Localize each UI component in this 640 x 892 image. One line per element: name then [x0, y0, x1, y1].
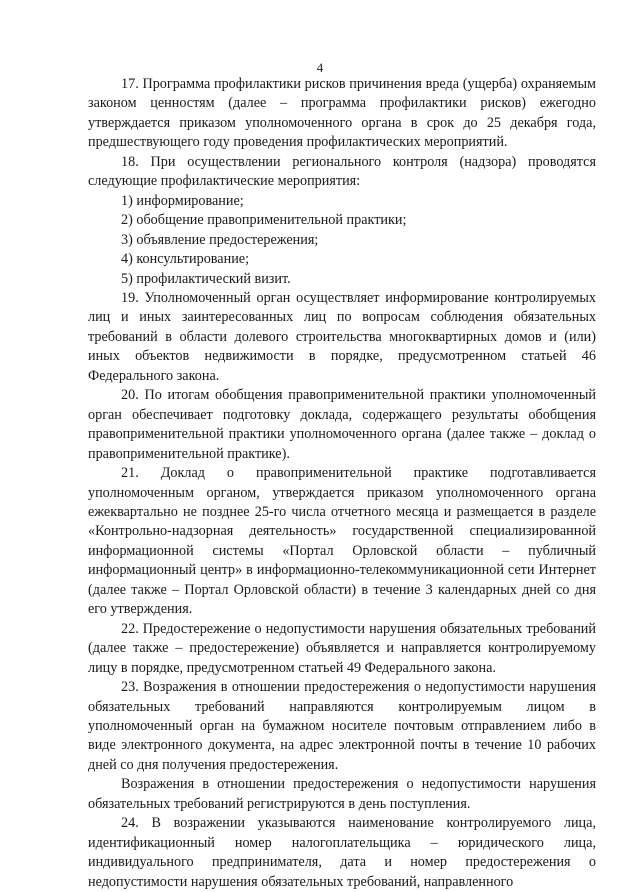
page-number: 4	[316, 60, 324, 75]
list-item-informing: 1) информирование;	[121, 192, 244, 209]
paragraph-20: 20. По итогам обобщения правоприменительной практики уполномоченный орган обеспечивает подготовку доклада, содержащего результаты обобщения правоприменительной практики уполномоченного органа (далее также – доклад о правоприменительной практике).	[88, 387, 596, 462]
paragraph-23: 23. Возражения в отношении предостережения о недопустимости нарушения обязательных требований направляются контролируемым лицом в уполномоченный орган на бумажном носителе почтовым отправлением либо в виде электронного документа, на адрес электронной почты в течение 10 рабочих дней со дня получения предостережения.	[88, 679, 596, 773]
paragraph-17: 17. Программа профилактики рисков причинения вреда (ущерба) охраняемым законом ценностям (далее – программа профилактики рисков) ежегодно утверждается приказом уполномоченного органа в срок до 25 декабря года, предшествующего году проведения профилактических мероприятий.	[88, 76, 596, 151]
paragraph-21: 21. Доклад о правоприменительной практике подготавливается уполномоченным органом, утверждается приказом уполномоченного органа ежеквартально не позднее 25-го числа отчетного месяца и размещается в разделе «Контрольно-надзорная деятельность» государственной специализированной информационной системы «Портал Орловской области – публичный информационный центр» в информационно-телекоммуникационной сети Интернет (далее также – Портал Орловской области) в течение 3 календарных дней со дня его утверждения.	[88, 465, 596, 618]
list-item-generalization: 2) обобщение правоприменительной практики;	[121, 212, 407, 229]
paragraph-18: 18. При осуществлении регионального контроля (надзора) проводятся следующие профилактические мероприятия:	[88, 153, 596, 190]
list-item-visit: 5) профилактический визит.	[121, 270, 291, 287]
document-body	[88, 75, 596, 892]
paragraph-19: 19. Уполномоченный орган осуществляет информирование контролируемых лиц и иных заинтересованных лиц по вопросам соблюдения обязательных требований в области долевого строительства многоквартирных домов и (или) иных объектов недвижимости в порядке, предусмотренном статьей 46 Федерального закона.	[88, 289, 596, 384]
paragraph-23-objections: Возражения в отношении предостережения о недопустимости нарушения обязательных требований регистрируются в день поступления.	[88, 776, 596, 812]
paragraph-24: 24. В возражении указываются наименование контролируемого лица, идентификационный номер налогоплательщика – юридического лица, индивидуального предпринимателя, дата и номер предостережения о недопустимости нарушения обязательных требований, направленного	[88, 815, 596, 890]
list-item-warning: 3) объявление предостережения;	[121, 231, 319, 248]
paragraph-22: 22. Предостережение о недопустимости нарушения обязательных требований (далее также – предостережение) объявляется и направляется контролируемому лицу в порядке, предусмотренном статьей 49 Федерального закона.	[88, 620, 596, 676]
list-item-consulting: 4) консультирование;	[121, 251, 250, 268]
